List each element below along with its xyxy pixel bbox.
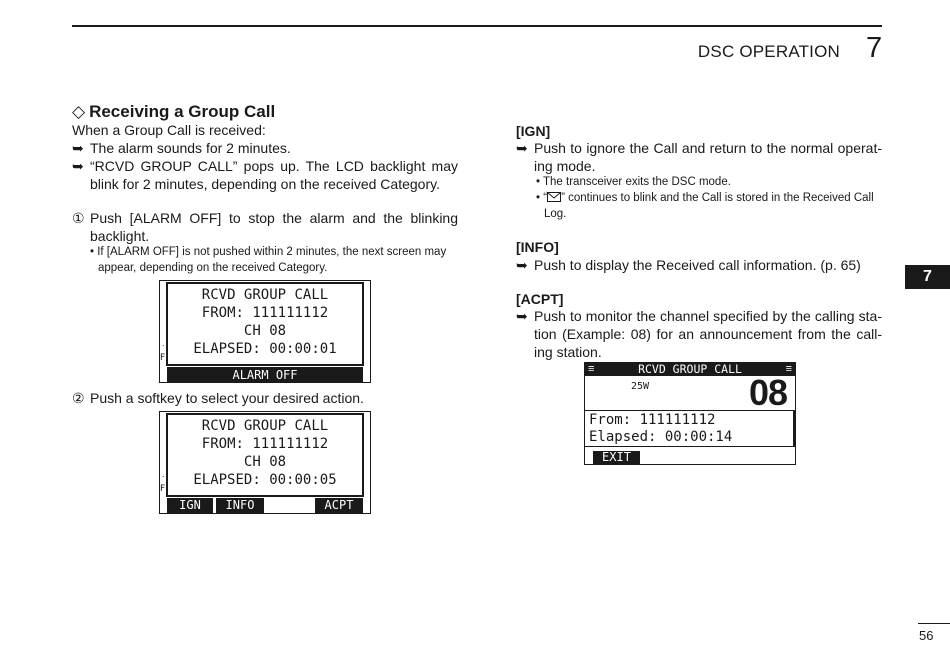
acpt-item [516, 307, 882, 361]
page-number: 56 [919, 628, 934, 643]
lcd-line: RCVD GROUP CALL [201, 418, 329, 434]
step-1-note: • If [ALARM OFF] is not pushed within 2 minutes, the next screen may appear, depending on the received Category. [90, 246, 447, 274]
ign-note-2-prefix: • “ [536, 192, 548, 204]
lcd-line: RCVD GROUP CALL [201, 287, 329, 303]
arrow-icon: ➥ [516, 308, 528, 324]
lcd-line: CH 08 [243, 323, 287, 339]
chapter-number: 7 [866, 32, 883, 64]
ign-note-1: • The transceiver exits the DSC mode. [536, 176, 731, 188]
lcd-line: ELAPSED: 00:00:01 [193, 341, 337, 357]
step-1-text: Push [ALARM OFF] to stop the alarm and the blinking backlight. [90, 210, 458, 244]
section-heading [72, 102, 275, 122]
softkey-bar [167, 498, 363, 513]
diamond-icon: ◇ [72, 102, 86, 121]
step-1 [72, 209, 458, 245]
acpt-softkey[interactable]: ACPT [315, 498, 363, 513]
acpt-text: Push to monitor the channel specified by the calling sta-tion (Example: 08) for an announcement from the call-ing station. [534, 308, 882, 360]
info-text: Push to display the Received call information. (p. 65) [534, 257, 861, 273]
arrow-icon: ➥ [72, 140, 84, 156]
step-2-marker: ② [72, 390, 85, 406]
section-title: DSC OPERATION [697, 42, 840, 61]
info-softkey[interactable]: INFO [216, 498, 264, 513]
ign-item [516, 139, 882, 175]
step-1-marker: ① [72, 210, 85, 226]
chapter-tab: 7 [905, 265, 950, 289]
bullet-text: “RCVD GROUP CALL” pops up. The LCD backlight may blink for 2 minutes, depending on the received Category. [90, 158, 458, 192]
lcd-screen-actions [159, 411, 371, 514]
elapsed-line: Elapsed: 00:00:14 [589, 429, 733, 445]
envelope-icon [547, 192, 561, 202]
alarm-off-softkey[interactable]: ALARM OFF [232, 368, 298, 382]
channel-number: 08 [748, 372, 787, 413]
bullet-item [72, 139, 458, 157]
menu-icon: ≡ [785, 363, 792, 375]
arrow-icon: ➥ [516, 257, 528, 273]
lcd-screen-alarm [159, 280, 371, 383]
ign-note-2-text: ” continues to blink and the Call is stored in the Received Call Log. [544, 192, 874, 220]
acpt-title: [ACPT] [516, 291, 564, 307]
intro-text: When a Group Call is received: [72, 122, 266, 138]
bullet-text: The alarm sounds for 2 minutes. [90, 140, 291, 156]
footer-rule [918, 623, 950, 624]
svg-text:F: F [160, 484, 166, 494]
info-item [516, 256, 882, 274]
power-level: 25W [631, 381, 650, 392]
svg-text:.: . [162, 470, 165, 479]
menu-icon: ≡ [588, 363, 595, 375]
from-line: From: 111111112 [589, 412, 716, 428]
softkey-bar [167, 367, 363, 382]
step-2-text: Push a softkey to select your desired action. [90, 390, 364, 406]
info-title: [INFO] [516, 239, 559, 255]
ign-softkey[interactable]: IGN [167, 498, 213, 513]
arrow-icon: ➥ [516, 140, 528, 156]
heading-text: Receiving a Group Call [89, 102, 276, 121]
step-2 [72, 389, 458, 407]
arrow-icon: ➥ [72, 158, 84, 174]
bullet-item [72, 157, 458, 193]
lcd-line: ELAPSED: 00:00:05 [193, 472, 337, 488]
ign-title: [IGN] [516, 123, 551, 139]
svg-text:.: . [162, 339, 165, 348]
exit-softkey[interactable]: EXIT [593, 451, 640, 464]
lcd-line: FROM: 111111112 [201, 305, 329, 321]
ign-note-2 [536, 190, 890, 222]
header-rule [72, 25, 882, 27]
lcd-line: FROM: 111111112 [201, 436, 329, 452]
svg-text:F: F [160, 353, 166, 363]
ign-text: Push to ignore the Call and return to the normal operat-ing mode. [534, 140, 882, 174]
lcd-line: CH 08 [243, 454, 287, 470]
lcd-title: RCVD GROUP CALL [638, 362, 742, 376]
lcd-screen-monitor [584, 362, 796, 465]
